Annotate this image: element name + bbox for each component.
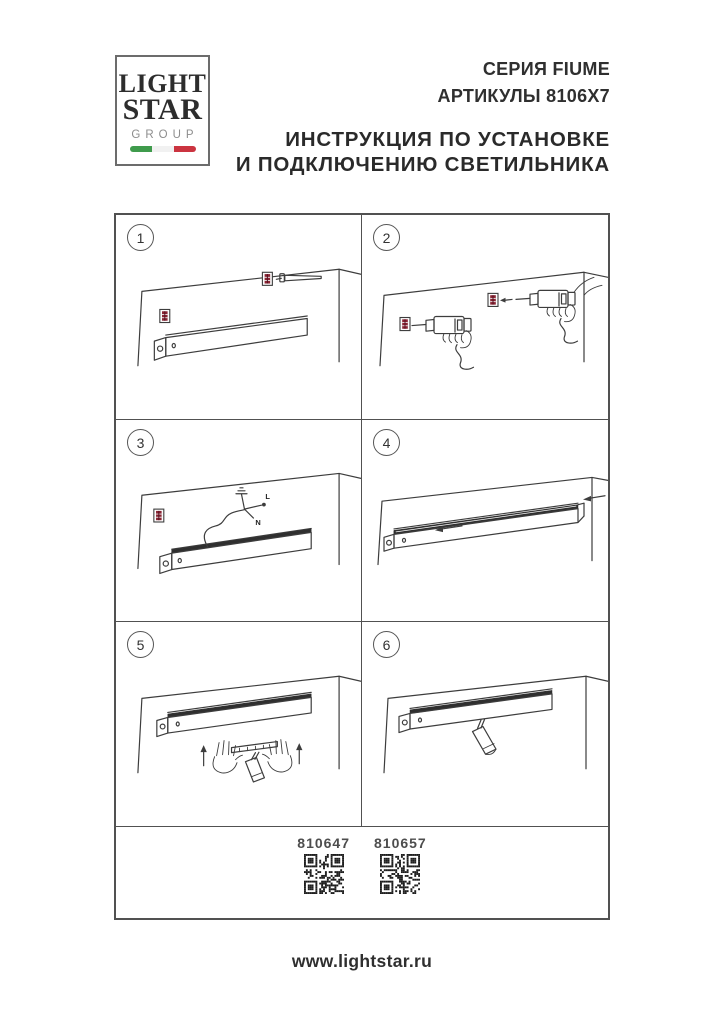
arrow-up-icon: [200, 745, 206, 766]
series-title: СЕРИЯ FIUME: [482, 59, 610, 79]
track-bar-drawing: [154, 316, 307, 360]
spotlight-drawing: [473, 719, 497, 754]
mounting-bracket-icon: [488, 293, 498, 306]
wall-drawing: [138, 269, 361, 365]
drill-icon: [516, 277, 602, 343]
step-1-number-badge: 1: [127, 224, 154, 251]
track-bar-drawing: [157, 692, 311, 736]
wall-drawing: [138, 676, 361, 772]
qr-section: [116, 827, 608, 918]
step-1-panel: [116, 215, 362, 420]
logo-word-star: STAR: [122, 93, 203, 126]
mounting-bracket-icon: [154, 509, 164, 522]
instruction-grid: [114, 213, 610, 920]
neutral-wire-label: N: [255, 517, 261, 527]
arrow-icon: [583, 496, 605, 502]
step-2-panel: [362, 215, 608, 420]
ground-symbol-icon: [236, 488, 247, 494]
hand-icon: [213, 741, 242, 773]
drill-icon: [412, 316, 474, 369]
instruction-title-line2: И ПОДКЛЮЧЕНИЮ СВЕТИЛЬНИКА: [235, 153, 610, 176]
step-4-number-badge: 4: [373, 429, 400, 456]
step-3-illustration: [116, 420, 361, 621]
mounting-bracket-icon: [262, 272, 272, 285]
step-2-number-badge: 2: [373, 224, 400, 251]
logo-word-group: GROUP: [131, 129, 199, 141]
step-5-panel: [116, 622, 362, 827]
website-url: www.lightstar.ru: [291, 951, 433, 971]
step-2-illustration: [362, 215, 608, 419]
flag-green-stripe: [130, 146, 152, 152]
qr-code-icon: [304, 854, 344, 894]
step-6-illustration: [362, 622, 608, 826]
step-5-number-badge: 5: [127, 631, 154, 658]
track-bar-drawing: [384, 503, 584, 551]
line-wire-label: L: [265, 492, 270, 502]
step-4-panel: [362, 420, 608, 622]
flag-white-stripe: [152, 146, 174, 152]
italian-flag-icon: [130, 146, 196, 152]
spotlight-drawing: [232, 742, 278, 782]
header-text-block: [236, 56, 610, 177]
qr-item: [297, 835, 350, 894]
track-bar-drawing: [399, 689, 552, 733]
qr-item: [374, 835, 427, 894]
step-4-illustration: [362, 420, 608, 621]
arrow-icon: [500, 298, 512, 303]
step-3-panel: [116, 420, 362, 622]
lightstar-logo: [115, 55, 210, 166]
wall-drawing: [384, 676, 608, 772]
step-6-panel: [362, 622, 608, 827]
mounting-bracket-icon: [160, 309, 170, 322]
flag-red-stripe: [174, 146, 196, 152]
wall-drawing: [380, 272, 608, 365]
instruction-title: [236, 127, 610, 177]
track-bar-drawing: [160, 528, 311, 573]
step-6-number-badge: 6: [373, 631, 400, 658]
logo-word-light: LIGHT: [118, 69, 207, 98]
articles-title: АРТИКУЛЫ 8106X7: [437, 86, 610, 106]
qr-code-icon: [380, 854, 420, 894]
step-1-illustration: [116, 215, 361, 419]
step-5-illustration: [116, 622, 361, 826]
article-number: 810657: [374, 835, 427, 851]
step-3-number-badge: 3: [127, 429, 154, 456]
article-number: 810647: [297, 835, 350, 851]
arrow-up-icon: [296, 743, 302, 764]
instruction-title-line1: ИНСТРУКЦИЯ ПО УСТАНОВКЕ: [285, 128, 610, 151]
mounting-bracket-icon: [400, 318, 410, 331]
